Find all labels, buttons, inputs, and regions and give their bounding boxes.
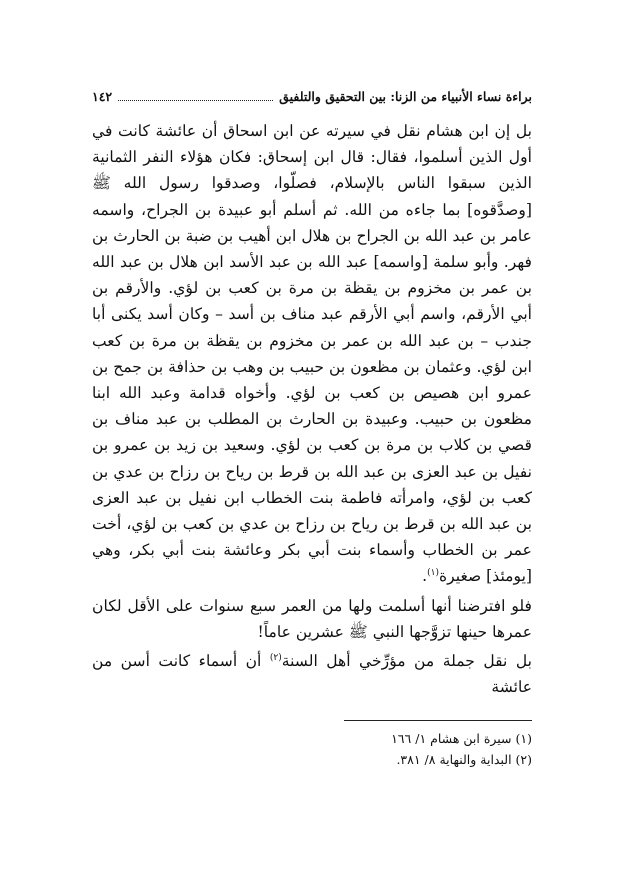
- footnotes: [92, 728, 532, 770]
- footnote-ref-2: (٢): [269, 652, 282, 663]
- paragraph-3-text-b: أن أسماء كانت أسن من عائشة: [92, 652, 532, 697]
- page-number: ١٤٢: [92, 89, 113, 104]
- footnote-ref-1: (١): [427, 568, 439, 579]
- leader-dots: [118, 99, 273, 101]
- paragraph-3-text-a: بل نقل جملة من مؤرِّخي أهل السنة: [281, 652, 532, 671]
- paragraph-1: [92, 118, 532, 590]
- paragraph-3: [92, 648, 532, 700]
- paragraph-1-end: .: [422, 567, 428, 586]
- footnote-separator: [344, 720, 532, 721]
- paragraph-1-text: بل إن ابن هشام نقل في سيرته عن ابن اسحاق أن عائشة كانت في أول الذين أسلموا، فقال: قال ابن إسحاق: فكان هؤلاء النفر الثمانية الذين سبقوا الناس بالإسلام، فصلّوا، وصدقوا رسول الله ﷺ [وصدَّقوه] بما جاءه من الله. ثم أسلم أبو عبيدة بن الجراح، واسمه عامر بن عبد الله بن الجراح بن هلال ابن أهيب بن ضبة بن الحارث بن فهر. وأبو سلمة [واسمه] عبد الله بن عبد الأسد ابن هلال بن عبد الله بن عمر بن مخزوم بن يقظة بن مرة بن كعب بن لؤي. والأرقم بن أبي الأرقم، واسم أبي الأرقم عبد مناف بن أسد – وكان أسد يكنى أبا جندب – بن عبد الله بن عمر بن مخزوم بن يقظة بن مرة بن كعب ابن لؤي. وعثمان بن مظعون بن حبيب بن وهب بن حذافة بن جمح بن عمرو ابن هصيص بن كعب بن لؤي. وأخواه قدامة وعبد الله ابنا مظعون بن حبيب. وعبيدة بن الحارث بن المطلب بن عبد مناف بن قصي بن كلاب بن مرة بن كعب بن لؤي. وسعيد بن زيد بن عمرو بن نفيل بن عبد العزى بن عبد الله بن قرط بن رياح بن رزاح بن عدي بن كعب بن لؤي، وامرأته فاطمة بنت الخطاب ابن نفيل بن عبد العزى بن عبد الله بن قرط بن رياح بن رزاح بن عدي بن كعب بن لؤي، أخت عمر بن الخطاب وأسماء بنت أبي بكر وعائشة بنت أبي بكر، وهي [يومئذ] صغيرة: [92, 122, 532, 586]
- running-header: [92, 82, 532, 105]
- footnote-1: (١) سيرة ابن هشام ١/ ١٦٦: [391, 731, 532, 746]
- running-title: براءة نساء الأنبياء من الزنا: بين التحقيق والتلفيق: [279, 89, 532, 104]
- main-text: [92, 118, 532, 700]
- paragraph-2: فلو افترضنا أنها أسلمت ولها من العمر سبع سنوات على الأقل لكان عمرها حينها تزوَّجها النبي ﷺ عشرين عاماً!: [92, 596, 532, 641]
- footnote-2: (٢) البداية والنهاية ٨/ ٣٨١.: [396, 752, 532, 767]
